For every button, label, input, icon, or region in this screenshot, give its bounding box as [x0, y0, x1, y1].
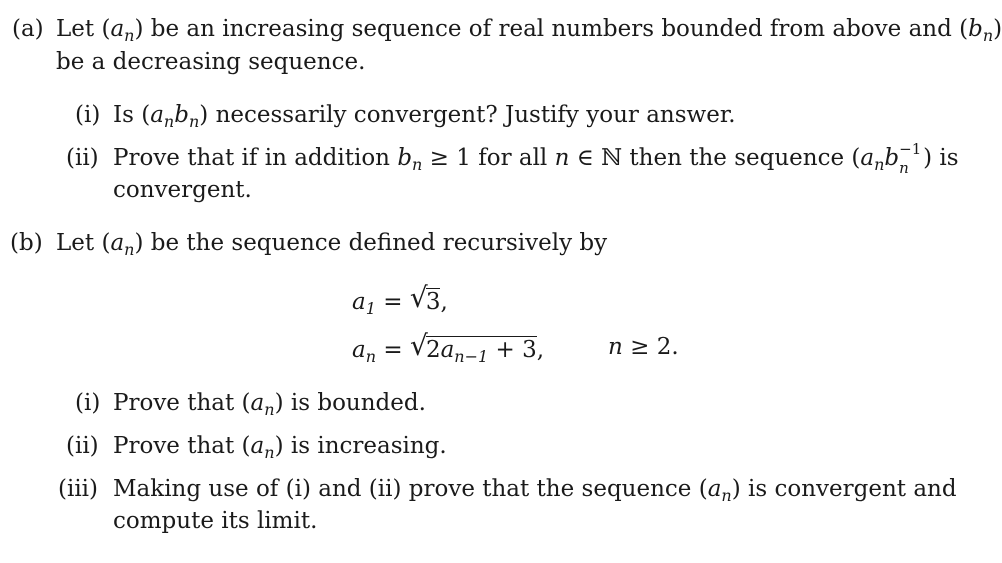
part-b-q3-text: Making use of (i) and (ii) prove that the sequence $(a_n)$ is convergent and — [113, 476, 957, 505]
recurrence-equation-2: $a_n$ = √ $2a_{n-1} + 3$, — [352, 329, 545, 366]
part-a-q1-label: (i) — [75, 102, 101, 128]
part-b-q3-line-2: compute its limit. — [113, 508, 318, 534]
part-a-q1-text: Is $(a_nb_n)$ necessarily convergent? Justify your answer. — [113, 102, 736, 131]
part-a-line-1: Let $(a_n)$ be an increasing sequence of real numbers bounded from above and $(b_n)$ — [56, 16, 1002, 45]
part-b-q3-label: (iii) — [58, 476, 99, 502]
part-a-q2-text: Prove that if in addition $b_n \ge 1$ for all n ∈ ℕ then the sequence ($a_nb$ −1 n ) is — [113, 140, 959, 177]
part-a-q2-line-2: convergent. — [113, 177, 252, 203]
part-b-q1-label: (i) — [75, 390, 101, 416]
recurrence-condition: n ≥ 2. — [608, 334, 679, 360]
part-a-q2-label: (ii) — [66, 145, 99, 171]
part-b-q2-label: (ii) — [66, 433, 99, 459]
recurrence-equation-1: $a_1$ = √ 3, — [352, 281, 448, 318]
part-b-q2-text: Prove that $(a_n)$ is increasing. — [113, 433, 447, 462]
part-a-label: (a) — [12, 16, 44, 42]
part-a-line-2: be a decreasing sequence. — [56, 49, 366, 75]
part-b-label: (b) — [10, 230, 43, 256]
part-b-line-1: Let $(a_n)$ be the sequence defined recursively by — [56, 230, 608, 259]
part-b-q1-text: Prove that $(a_n)$ is bounded. — [113, 390, 426, 419]
